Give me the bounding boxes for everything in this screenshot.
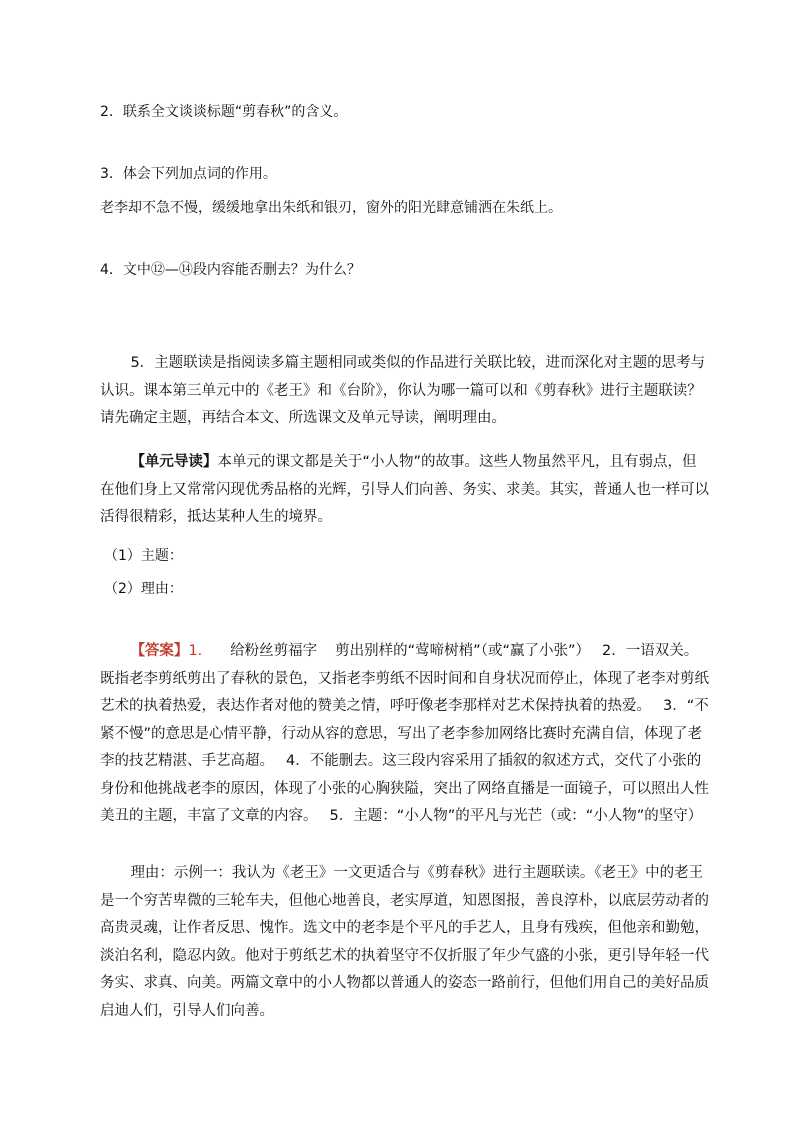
question-5-item-1: （1）主题： bbox=[104, 548, 183, 564]
answer-4: 4．不能删去。这三段内容采用了插叙的叙述方式，交代了小张的身份和他挑战老李的原因，体现了小张的心胸狭隘，突出了网络直播是一面镜子，可以照出人性美丑的主题，丰富了文章的内容。 bbox=[100, 753, 709, 824]
unit-guide-label: 【单元导读】 bbox=[130, 454, 218, 470]
answer-1-number: 1． bbox=[188, 643, 213, 659]
answer-5: 5．主题：“小人物”的平凡与光芒（或：“小人物”的坚守） bbox=[329, 808, 703, 824]
question-3-sentence: 老李却不急不慢，缓缓地拿出朱纸和银刃，窗外的阳光肆意铺洒在朱纸上。 bbox=[100, 200, 562, 216]
unit-guide-text: 本单元的课文都是关于“小人物”的故事。这些人物虽然平凡，且有弱点，但在他们身上又常常闪现优秀品格的光辉，引导人们向善、务实、求美。其实，普通人也一样可以活得很精彩，抵达某种人生的境界。 bbox=[100, 454, 709, 525]
question-2: 2．联系全文谈谈标题“剪春秋”的含义。 bbox=[100, 104, 348, 120]
answer-label: 【答案】 bbox=[130, 643, 189, 659]
unit-guide bbox=[100, 449, 710, 532]
answer-1-part-1: 给粉丝剪福字 bbox=[230, 643, 318, 659]
question-5-item-2: （2）理由： bbox=[104, 581, 183, 597]
answer-block bbox=[100, 638, 710, 831]
answer-3: 3．“不紧不慢”的意思是心情平静，行动从容的意思，写出了老李参加网络比赛时充满自信，体现了老李的技艺精湛、手艺高超。 bbox=[100, 698, 709, 769]
question-3: 3．体会下列加点词的作用。 bbox=[100, 166, 277, 182]
answer-1-part-2: 剪出别样的“莺啼树梢”（或“赢了小张”） bbox=[335, 643, 590, 659]
question-5-prompt: 5．主题联读是指阅读多篇主题相同或类似的作品进行关联比较，进而深化对主题的思考与认识。课本第三单元中的《老王》和《台阶》，你认为哪一篇可以和《剪春秋》进行主题联读？请先确定主题，再结合本文、所选课文及单元导读，阐明理由。 bbox=[100, 355, 706, 426]
answer-reason: 理由：示例一：我认为《老王》一文更适合与《剪春秋》进行主题联读。《老王》中的老王是一个穷苦卑微的三轮车夫，但他心地善良，老实厚道，知恩图报，善良淳朴，以底层劳动者的高贵灵魂，让作者反思、愧怍。选文中的老李是个平凡的手艺人，且身有残疾，但他亲和勤勉，淡泊名利，隐忍内敛。他对于剪纸艺术的执着坚守不仅折服了年少气盛的小张，更引导年轻一代务实、求真、向美。两篇文章中的小人物都以普通人的姿态一路前行，但他们用自己的美好品质启迪人们，引导人们向善。 bbox=[100, 865, 709, 1019]
question-4: 4．文中⑫—⑭段内容能否删去？为什么？ bbox=[100, 262, 361, 278]
answer-2: 2．一语双关。既指老李剪纸剪出了春秋的景色，又指老李剪纸不因时间和自身状况而停止，体现了老李对剪纸艺术的执着热爱，表达作者对他的赞美之情，呼吁像老李那样对艺术保持执着的热爱。 bbox=[100, 643, 709, 714]
